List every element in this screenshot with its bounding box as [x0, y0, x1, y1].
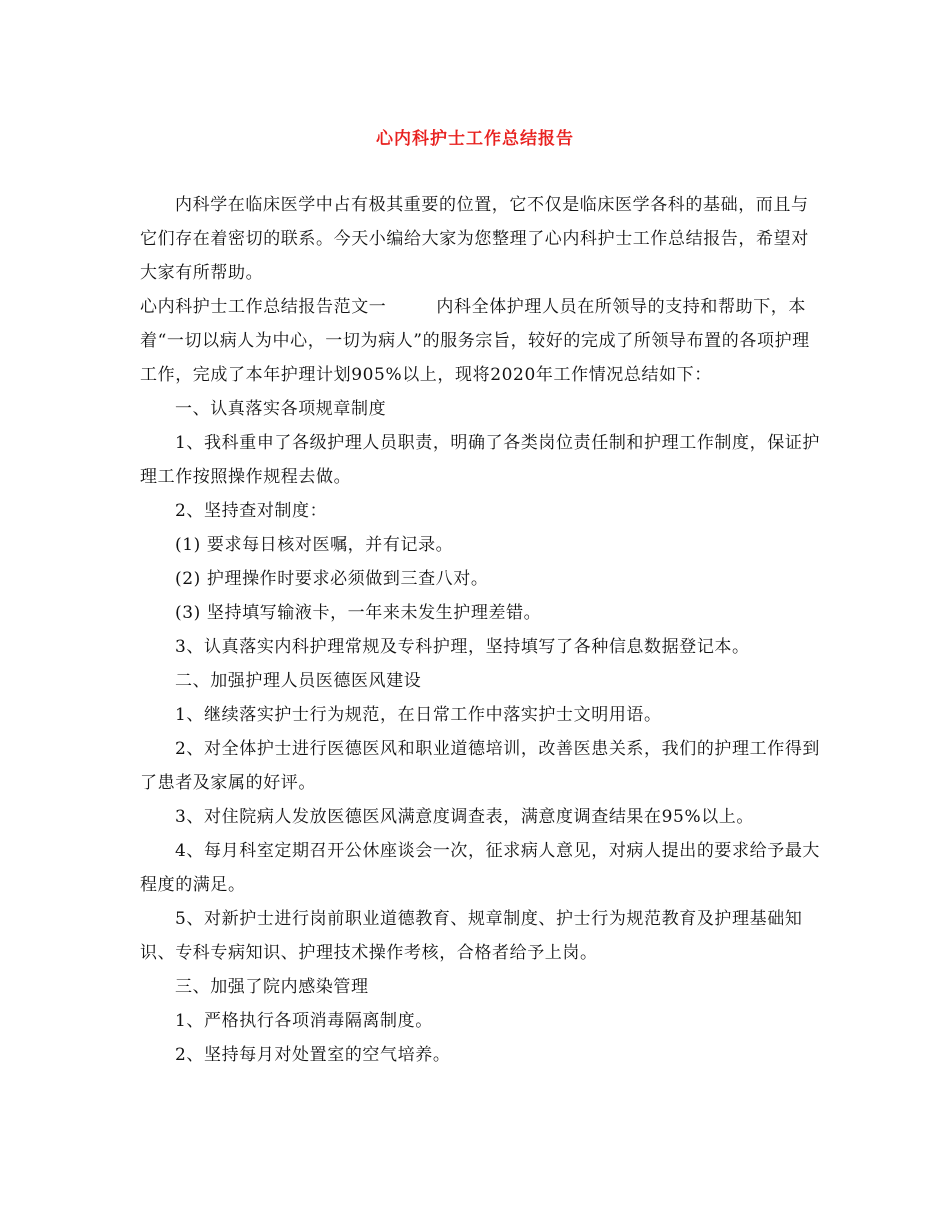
list-item: 2、对全体护士进行医德医风和职业道德培训，改善医患关系，我们的护理工作得到了患者及家属的好评。: [140, 739, 821, 793]
list-item: 3、认真落实内科护理常规及专科护理，坚持填写了各种信息数据登记本。: [175, 637, 750, 657]
list-item: (2) 护理操作时要求必须做到三查八对。: [175, 569, 489, 589]
sample-paragraph: [140, 290, 820, 392]
list-item: 2、坚持每月对处置室的空气培养。: [175, 1045, 451, 1065]
list-item: 1、继续落实护士行为规范，在日常工作中落实护士文明用语。: [175, 705, 662, 725]
list-item: 3、对住院病人发放医德医风满意度调查表，满意度调查结果在95%以上。: [175, 807, 754, 827]
list-item: 4、每月科室定期召开公休座谈会一次，征求病人意见，对病人提出的要求给予最大程度的满足。: [140, 841, 821, 895]
list-item: 5、对新护士进行岗前职业道德教育、规章制度、护士行为规范教育及护理基础知识、专科专病知识、护理技术操作考核，合格者给予上岗。: [140, 909, 803, 963]
document-title: 心内科护士工作总结报告: [376, 129, 574, 149]
sample-opening: 内科全体护理人员在所领导的支持和帮助下，本着“一切以病人为中心，一切为病人”的服务宗旨，较好的完成了所领导布置的各项护理工作，完成了本年护理计划905%以上，现将2020年工作情况总结如下：: [140, 297, 810, 385]
list-item: 2、坚持查对制度：: [175, 501, 328, 521]
intro-paragraph: 内科学在临床医学中占有极其重要的位置，它不仅是临床医学各科的基础，而且与它们存在着密切的联系。今天小编给大家为您整理了心内科护士工作总结报告，希望对大家有所帮助。: [140, 195, 809, 283]
list-item: 1、我科重申了各级护理人员职责，明确了各类岗位责任制和护理工作制度，保证护理工作按照操作规程去做。: [140, 433, 821, 487]
section-heading: 二、加强护理人员医德医风建设: [175, 671, 422, 691]
section-heading: 三、加强了院内感染管理: [175, 977, 369, 997]
document-body: [140, 188, 820, 1072]
section-heading: 一、认真落实各项规章制度: [175, 399, 387, 419]
sample-heading: 心内科护士工作总结报告范文一: [140, 297, 387, 317]
list-item: 1、严格执行各项消毒隔离制度。: [175, 1011, 433, 1031]
list-item: (1) 要求每日核对医嘱，并有记录。: [175, 535, 454, 555]
list-item: (3) 坚持填写输液卡，一年来未发生护理差错。: [175, 603, 542, 623]
